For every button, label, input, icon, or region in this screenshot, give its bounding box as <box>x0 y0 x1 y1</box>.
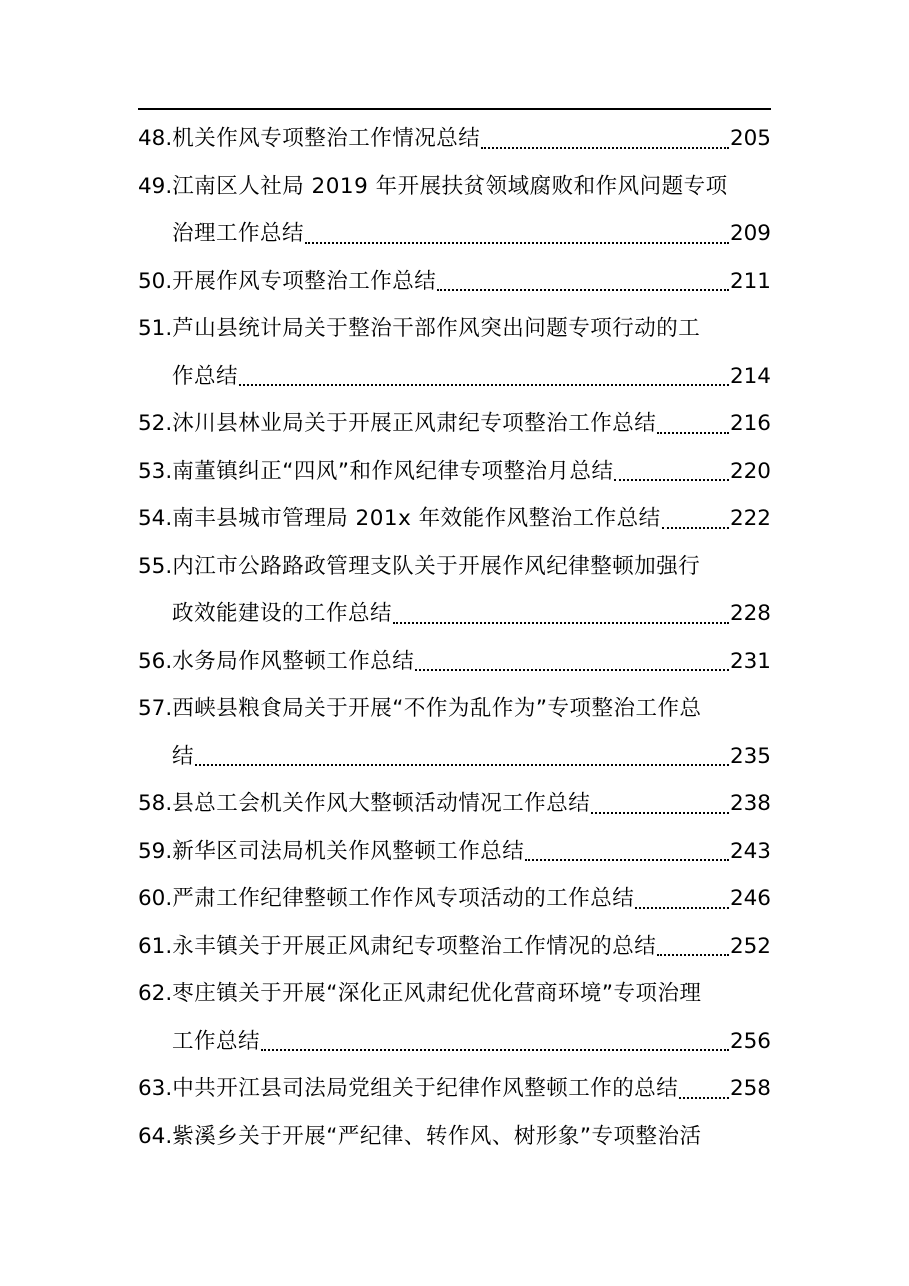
toc-entry-number: 57. <box>138 696 173 721</box>
toc-page-number: 231 <box>729 648 771 674</box>
toc-entry-title: 枣庄镇关于开展“深化正风肃纪优化营商环境”专项治理 <box>172 981 702 1006</box>
toc-entry-line[interactable] <box>138 733 771 781</box>
toc-page-number: 216 <box>729 411 771 436</box>
toc-entry-title: 水务局作风整顿工作总结 <box>172 648 415 674</box>
dot-leader <box>591 780 729 828</box>
toc-entry-number: 54. <box>138 506 173 531</box>
dot-leader <box>525 828 729 876</box>
toc-entry-title: 江南区人社局 2019 年开展扶贫领域腐败和作风问题专项 <box>172 173 728 199</box>
toc-entry-number: 49. <box>138 173 173 199</box>
toc-entry-number: 51. <box>138 316 173 341</box>
dot-leader <box>662 495 729 543</box>
dot-leader <box>635 875 729 923</box>
toc-entry-line[interactable] <box>138 543 771 591</box>
dot-leader <box>679 1065 729 1113</box>
toc-entry-line[interactable] <box>138 780 771 828</box>
toc-entry-line[interactable] <box>138 828 771 876</box>
toc-entry-number: 50. <box>138 268 173 294</box>
toc-entry-line[interactable] <box>138 1065 771 1113</box>
toc-entry-line[interactable] <box>138 923 771 971</box>
dot-leader <box>195 733 729 781</box>
dot-leader <box>415 638 729 686</box>
toc-entry-title: 南董镇纠正“四风”和作风纪律专项整治月总结 <box>172 458 614 484</box>
toc-entry-title: 永丰镇关于开展正风肃纪专项整治工作情况的总结 <box>172 933 657 959</box>
dot-leader <box>657 400 729 448</box>
toc-page-number: 243 <box>729 838 771 864</box>
toc-page-number: 256 <box>729 1028 771 1054</box>
toc-page-number: 246 <box>729 886 771 911</box>
toc-entry-line[interactable] <box>138 305 771 353</box>
toc-entry-number: 64. <box>138 1123 173 1149</box>
toc-entry-title: 县总工会机关作风大整顿活动情况工作总结 <box>172 791 591 816</box>
toc-entry-line[interactable] <box>138 638 771 686</box>
toc-entry-title: 中共开江县司法局党组关于纪律作风整顿工作的总结 <box>172 1076 679 1101</box>
toc-entry-line[interactable] <box>138 495 771 543</box>
dot-leader <box>481 115 729 163</box>
toc-entry-title: 沐川县林业局关于开展正风肃纪专项整治工作总结 <box>172 411 657 436</box>
toc-entry-number: 62. <box>138 981 173 1006</box>
toc-entry-line[interactable] <box>138 353 771 401</box>
toc-entry-title: 紫溪乡关于开展“严纪律、转作风、树形象”专项整治活 <box>172 1123 702 1149</box>
toc-entry-number: 53. <box>138 458 173 484</box>
toc-entry-number: 63. <box>138 1076 173 1101</box>
toc-entry-title: 结 <box>172 743 195 769</box>
dot-leader <box>393 590 729 638</box>
toc-entry-number: 61. <box>138 933 173 959</box>
toc-entry-line[interactable] <box>138 163 771 211</box>
table-of-contents <box>138 115 771 1160</box>
toc-page-number: 258 <box>729 1076 771 1101</box>
toc-page-number: 228 <box>729 601 771 626</box>
dot-leader <box>614 448 728 496</box>
toc-entry-line[interactable] <box>138 400 771 448</box>
toc-entry-line[interactable] <box>138 685 771 733</box>
toc-entry-title: 开展作风专项整治工作总结 <box>172 268 437 294</box>
toc-entry-title: 西峡县粮食局关于开展“不作为乱作为”专项整治工作总 <box>172 696 702 721</box>
toc-page-number: 222 <box>729 506 771 531</box>
toc-entry-line[interactable] <box>138 1018 771 1066</box>
dot-leader <box>657 923 729 971</box>
toc-entry-number: 55. <box>138 553 173 579</box>
header-rule <box>138 108 771 110</box>
toc-entry-title: 芦山县统计局关于整治干部作风突出问题专项行动的工 <box>172 316 701 341</box>
toc-entry-number: 59. <box>138 838 173 864</box>
toc-entry-number: 58. <box>138 791 173 816</box>
toc-entry-line[interactable] <box>138 210 771 258</box>
toc-entry-title: 作总结 <box>172 363 239 389</box>
toc-entry-title: 政效能建设的工作总结 <box>172 601 393 626</box>
toc-entry-line[interactable] <box>138 875 771 923</box>
toc-entry-number: 56. <box>138 648 173 674</box>
toc-entry-number: 52. <box>138 411 173 436</box>
toc-entry-title: 工作总结 <box>172 1028 261 1054</box>
toc-page-number: 209 <box>729 221 771 246</box>
toc-entry-title: 新华区司法局机关作风整顿工作总结 <box>172 838 525 864</box>
dot-leader <box>261 1018 729 1066</box>
toc-entry-line[interactable] <box>138 258 771 306</box>
dot-leader <box>437 258 729 306</box>
toc-page-number: 220 <box>729 458 771 484</box>
toc-page-number: 211 <box>729 268 771 294</box>
toc-entry-number: 48. <box>138 126 173 151</box>
toc-entry-title: 治理工作总结 <box>172 221 305 246</box>
toc-entry-line[interactable] <box>138 970 771 1018</box>
dot-leader <box>239 353 729 401</box>
toc-page-number: 252 <box>729 933 771 959</box>
toc-page-number: 214 <box>729 363 771 389</box>
toc-entry-title: 机关作风专项整治工作情况总结 <box>172 126 481 151</box>
toc-entry-title: 内江市公路路政管理支队关于开展作风纪律整顿加强行 <box>172 553 701 579</box>
toc-page-number: 235 <box>729 743 771 769</box>
toc-page-number: 238 <box>729 791 771 816</box>
toc-entry-line[interactable] <box>138 590 771 638</box>
toc-entry-line[interactable] <box>138 115 771 163</box>
toc-entry-line[interactable] <box>138 1113 771 1161</box>
dot-leader <box>305 210 729 258</box>
toc-page-number: 205 <box>729 126 771 151</box>
toc-entry-number: 60. <box>138 886 173 911</box>
toc-entry-line[interactable] <box>138 448 771 496</box>
toc-entry-title: 南丰县城市管理局 201x 年效能作风整治工作总结 <box>172 506 661 531</box>
toc-entry-title: 严肃工作纪律整顿工作作风专项活动的工作总结 <box>172 886 635 911</box>
